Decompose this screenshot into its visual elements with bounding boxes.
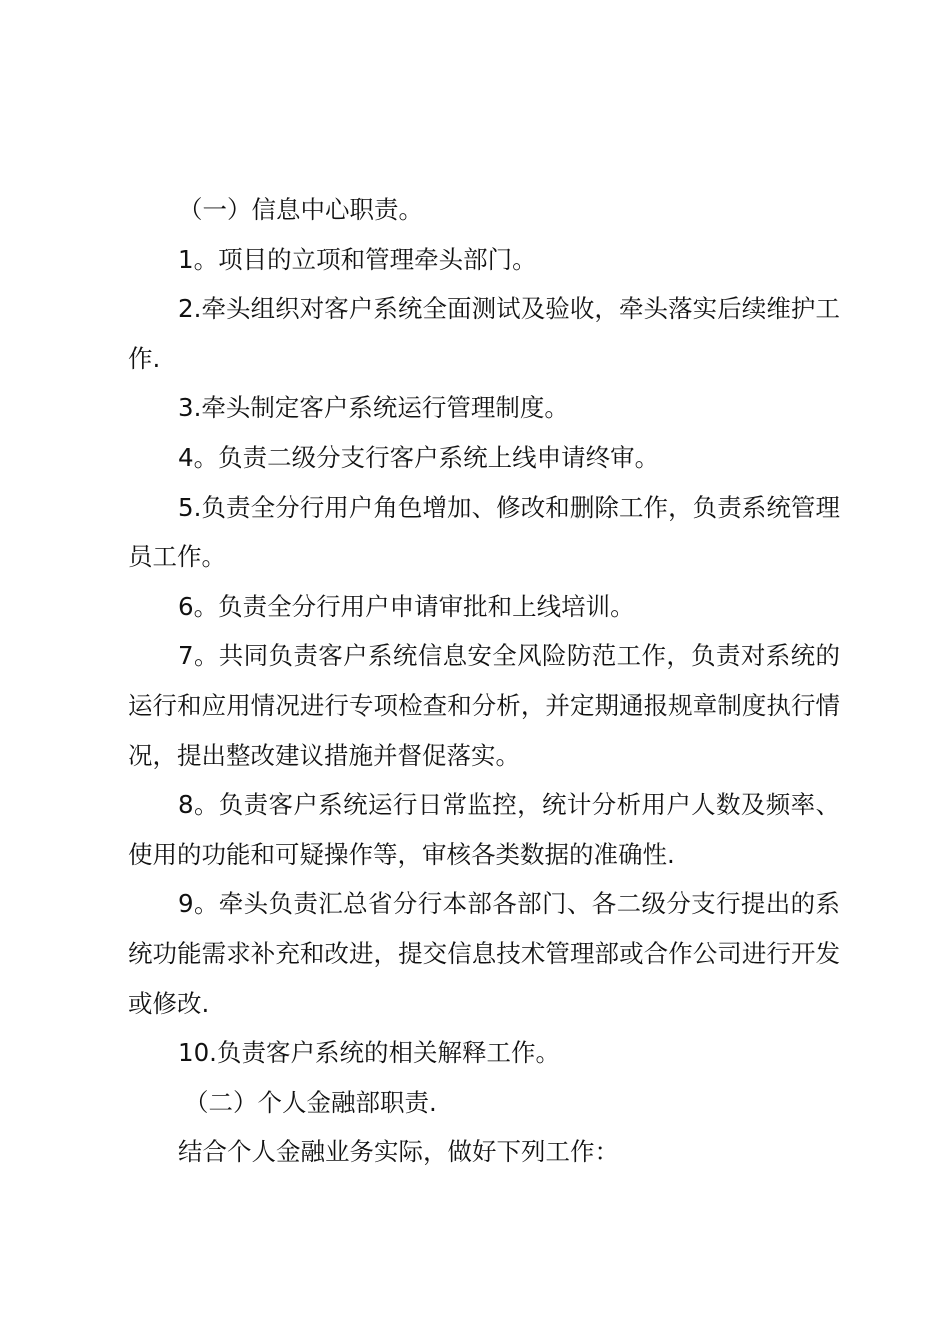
duty-item-9: 9。牵头负责汇总省分行本部各部门、各二级分支行提出的系统功能需求补充和改进，提交信息技术管理部或合作公司进行开发或修改. — [128, 889, 840, 1018]
document-body — [128, 185, 840, 1177]
duty-item-4: 4。负责二级分支行客户系统上线申请终审。 — [178, 442, 660, 472]
section-heading-information-center: （一）信息中心职责。 — [178, 195, 423, 224]
duty-item-10: 10.负责客户系统的相关解释工作。 — [178, 1038, 560, 1068]
section-heading-personal-finance: （二）个人金融部职责. — [184, 1087, 437, 1117]
duty-item-2: 2.牵头组织对客户系统全面测试及验收，牵头落实后续维护工作. — [128, 294, 840, 373]
section-intro-personal-finance: 结合个人金融业务实际，做好下列工作： — [178, 1137, 619, 1167]
duty-item-7: 7。共同负责客户系统信息安全风险防范工作，负责对系统的运行和应用情况进行专项检查和分析，并定期通报规章制度执行情况，提出整改建议措施并督促落实。 — [128, 641, 840, 770]
duty-item-5: 5.负责全分行用户角色增加、修改和删除工作，负责系统管理员工作。 — [128, 492, 840, 572]
duty-item-6: 6。负责全分行用户申请审批和上线培训。 — [178, 591, 635, 621]
duty-item-1: 1。项目的立项和管理牵头部门。 — [178, 244, 537, 274]
duty-item-3: 3.牵头制定客户系统运行管理制度。 — [178, 393, 569, 423]
duty-item-8: 8。负责客户系统运行日常监控，统计分析用户人数及频率、使用的功能和可疑操作等，审核各类数据的准确性. — [128, 790, 840, 869]
